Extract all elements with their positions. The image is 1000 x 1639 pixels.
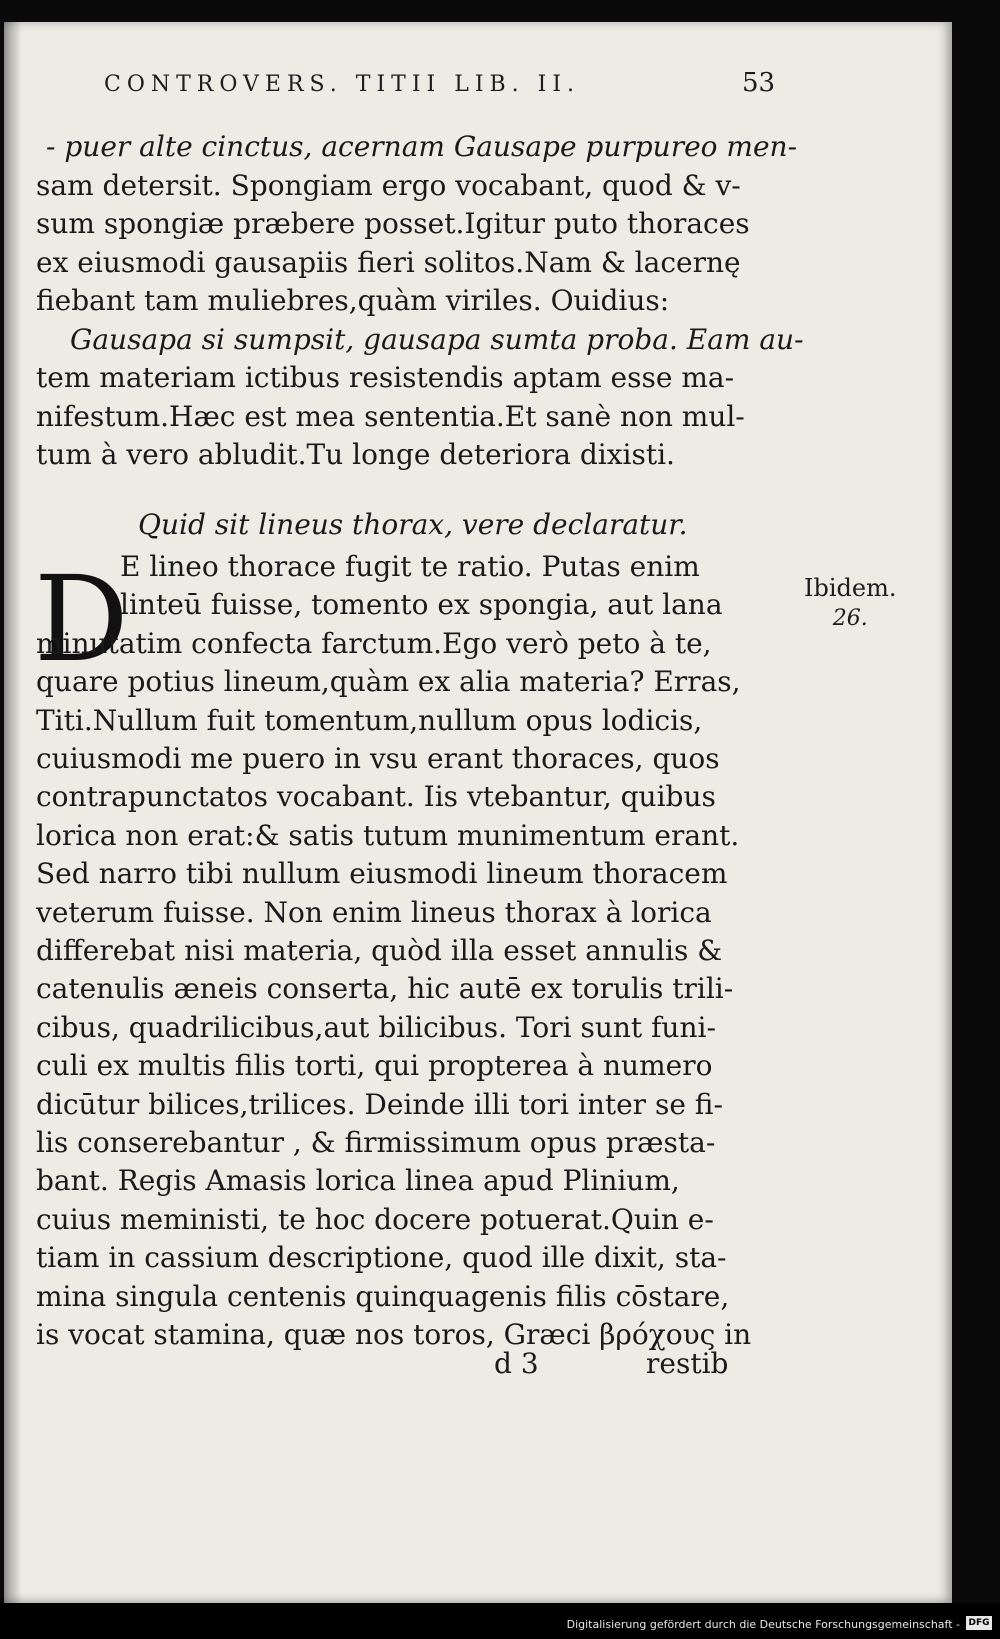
digitization-credit: Digitalisierung gefördert durch die Deutsche Forschungsgemeinschaft - [566,1618,960,1631]
text-line: quare potius lineum,quàm ex alia materia? Erras, [36,665,741,699]
catchword: restib [646,1347,729,1380]
text-line: dicūtur bilices,trilices. Deinde illi tori inter se fi- [36,1087,723,1121]
text-line: culi ex multis filis torti, qui propterea à numero [36,1049,713,1083]
section-heading: Quid sit lineus thorax, vere declaratur. [138,508,688,541]
text-line: differebat nisi materia, quòd illa esset annulis & [36,934,723,967]
signature-mark: d 3 [494,1347,539,1380]
text-line: lorica non erat:& satis tutum munimentum erant. [36,818,740,852]
text-line: tem materiam ictibus resistendis aptam esse ma- [36,361,735,394]
text-line: is vocat stamina, quæ nos toros, Græci βρόχους in [36,1318,752,1351]
margin-note-text: Ibidem. [804,574,897,602]
text-line: mina singula centenis quinquagenis filis cōstare, [36,1279,730,1313]
text-line: cuiusmodi me puero in vsu erant thoraces, quos [36,742,720,775]
text-line: sum spongiæ præbere posset.Igitur puto thoraces [36,207,750,240]
text-line: catenulis æneis conserta, hic autē ex torulis trili- [36,972,734,1006]
text-line: Titi.Nullum fuit tomentum,nullum opus lodicis, [36,703,703,737]
text-line: contrapunctatos vocabant. Iis vtebantur, quibus [36,780,716,814]
margin-note [804,572,896,634]
text-line: cuius meministi, te hoc docere potuerat.Quin e- [36,1202,714,1236]
text-line: sam detersit. Spongiam ergo vocabant, quod & v- [36,168,741,202]
page-number: 53 [742,68,776,98]
running-title: CONTROVERS. TITII LIB. II. [104,72,581,97]
margin-note-number: 26. [832,606,868,632]
text-line: - puer alte cinctus, acernam Gausape purpureo men- [46,130,798,163]
text-line: linteū fuisse, tomento ex spongia, aut lana [120,588,723,622]
text-line: lis conserebantur , & firmissimum opus præsta- [36,1126,716,1159]
text-line: nifestum.Hæc est mea sententia.Et sanè non mul- [36,399,745,433]
text-line: Sed narro tibi nullum eiusmodi lineum thoracem [36,857,728,891]
text-line: fiebant tam muliebres,quàm viriles. Ouidius: [36,284,670,317]
text-line: Gausapa si sumpsit, gausapa sumta proba. Eam au- [70,322,804,356]
text-line: bant. Regis Amasis lorica linea apud Plinium, [36,1164,680,1198]
text-line: veterum fuisse. Non enim lineus thorax à lorica [36,895,712,929]
text-line: tum à vero abludit.Tu longe deteriora dixisti. [36,438,675,471]
drop-cap: D [34,550,129,688]
text-line: minutatim confecta farctum.Ego verò peto à te, [36,626,712,660]
text-line: cibus, quadrilicibus,aut bilicibus. Tori sunt funi- [36,1010,716,1044]
text-line: E lineo thorace fugit te ratio. Putas enim [120,550,700,583]
dfg-logo: DFG [966,1616,992,1630]
text-line: tiam in cassium descriptione, quod ille dixit, sta- [36,1241,727,1275]
text-line: ex eiusmodi gausapiis fieri solitos.Nam & lacernę [36,245,741,279]
